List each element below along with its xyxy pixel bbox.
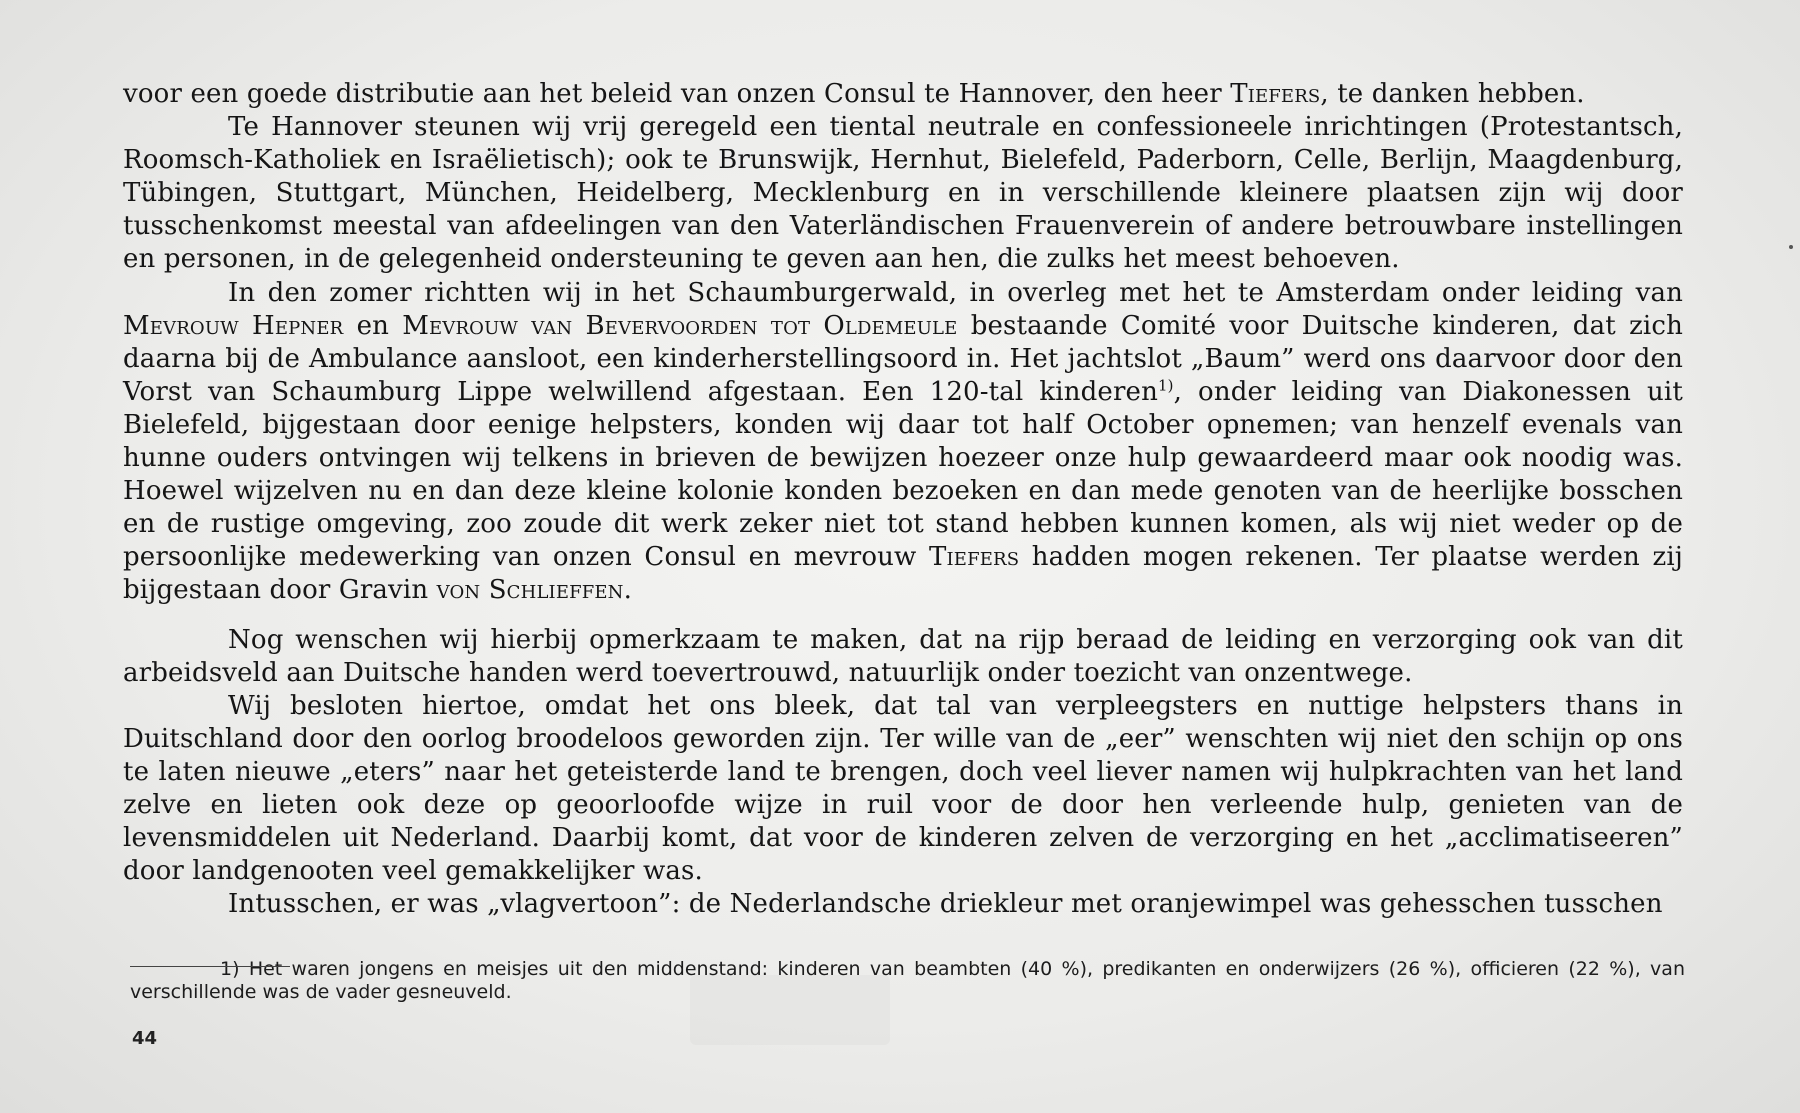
footnote-marker: 1) xyxy=(1157,376,1174,395)
footnote: 1) Het waren jongens en meisjes uit den middenstand: kinderen van beambten (40 %), predikanten en onderwijzers (26 %), officieren (22 %), van verschillende was de vader gesneuveld. xyxy=(130,958,1685,1003)
text-run: bestaande Comité voor Duitsche kinderen, dat zich daarna bij de Ambulance aansloot, een kinderherstellingsoord in. Het jachtslot „Baum” werd ons daarvoor door den Vorst van Schaumburg Lippe welwillend afgestaan. Een 120-tal kinderen xyxy=(123,310,1683,407)
text-run: Intusschen, er was „vlagvertoon”: de Nederlandsche driekleur met oranjewimpel was gehesschen tusschen xyxy=(228,889,1663,920)
text-run: en xyxy=(343,310,403,341)
text-run: Nog wenschen wij hierbij opmerkzaam te maken, dat na rijp beraad de leiding en verzorging ook van dit arbeidsveld aan Duitsche handen werd toevertrouwd, natuurlijk onder toezicht van onzentwege. xyxy=(123,624,1683,688)
text-run: hadden mogen rekenen. Ter plaatse werden zij bijgestaan door Gravin xyxy=(123,542,1683,606)
paragraph xyxy=(123,690,1683,889)
paragraph xyxy=(123,277,1683,608)
small-caps-name: Tiefers xyxy=(1230,79,1321,109)
page-number: 44 xyxy=(132,1028,158,1049)
text-run: , te danken hebben. xyxy=(1320,79,1585,109)
text-run: , onder leiding van Diakonessen uit Bielefeld, bijgestaan door eenige helpsters, konden wij daar tot half October opnemen; van henzelf evenals van hunne ouders ontvingen wij telkens in brieven de bewijzen hoezeer onze hulp gewaardeerd maar ook noodig was. Hoewel wijzelven nu en dan deze kleine kolonie konden bezoeken en dan mede genoten van de heerlijke bosschen en de rustige omgeving, zoo zoude dit werk zeker niet tot stand hebben kunnen komen, als wij niet weder op de persoonlijke medewerking van onzen Consul en mevrouw xyxy=(123,376,1683,573)
small-caps-name: Tiefers xyxy=(929,542,1020,573)
paragraph xyxy=(123,624,1683,690)
paragraph xyxy=(123,111,1683,276)
small-caps-name: von Schlieffen xyxy=(436,575,624,606)
paragraph xyxy=(123,888,1683,921)
paragraph xyxy=(123,78,1683,111)
small-caps-name: Mevrouw Hepner xyxy=(123,310,344,341)
text-run: In den zomer richtten wij in het Schaumburgerwald, in overleg met het te Amsterdam onder leiding van xyxy=(228,277,1683,308)
body-text xyxy=(123,78,1683,921)
text-run: voor een goede distributie aan het beleid van onzen Consul te Hannover, den heer xyxy=(123,79,1231,109)
small-caps-name: Mevrouw van Bevervoorden tot Oldemeule xyxy=(402,310,958,341)
text-run: . xyxy=(623,575,633,606)
text-run: Te Hannover steunen wij vrij geregeld een tiental neutrale en confessioneele inrichtingen (Protestantsch, Roomsch-Katholiek en Israëlietisch); ook te Brunswijk, Hernhut, Bielefeld, Paderborn, Celle, Berlijn, Maagdenburg, Tübingen, Stuttgart, München, Heidelberg, Mecklenburg en in verschillende kleinere plaatsen zijn wij door tusschenkomst meestal van afdeelingen van den Vaterländischen Frauenverein of andere betrouwbare instellingen en personen, in de gelegenheid ondersteuning te geven aan hen, die zulks het meest behoeven. xyxy=(123,112,1683,275)
footnote-rule xyxy=(130,966,290,967)
scan-speck xyxy=(1789,245,1793,249)
text-run: Wij besloten hiertoe, omdat het ons bleek, dat tal van verpleegsters en nuttige helpsters thans in Duitschland door den oorlog broodeloos geworden zijn. Ter wille van de „eer” wenschten wij niet den schijn op ons te laten nieuwe „eters” naar het geteisterde land te brengen, doch veel liever namen wij hulpkrachten van het land zelve en lieten ook deze op geoorloofde wijze in ruil voor de door hen verleende hulp, genieten van de levensmiddelen uit Nederland. Daarbij komt, dat voor de kinderen zelven de verzorging en het „acclimatiseeren” door landgenooten veel gemakkelijker was. xyxy=(123,690,1683,887)
